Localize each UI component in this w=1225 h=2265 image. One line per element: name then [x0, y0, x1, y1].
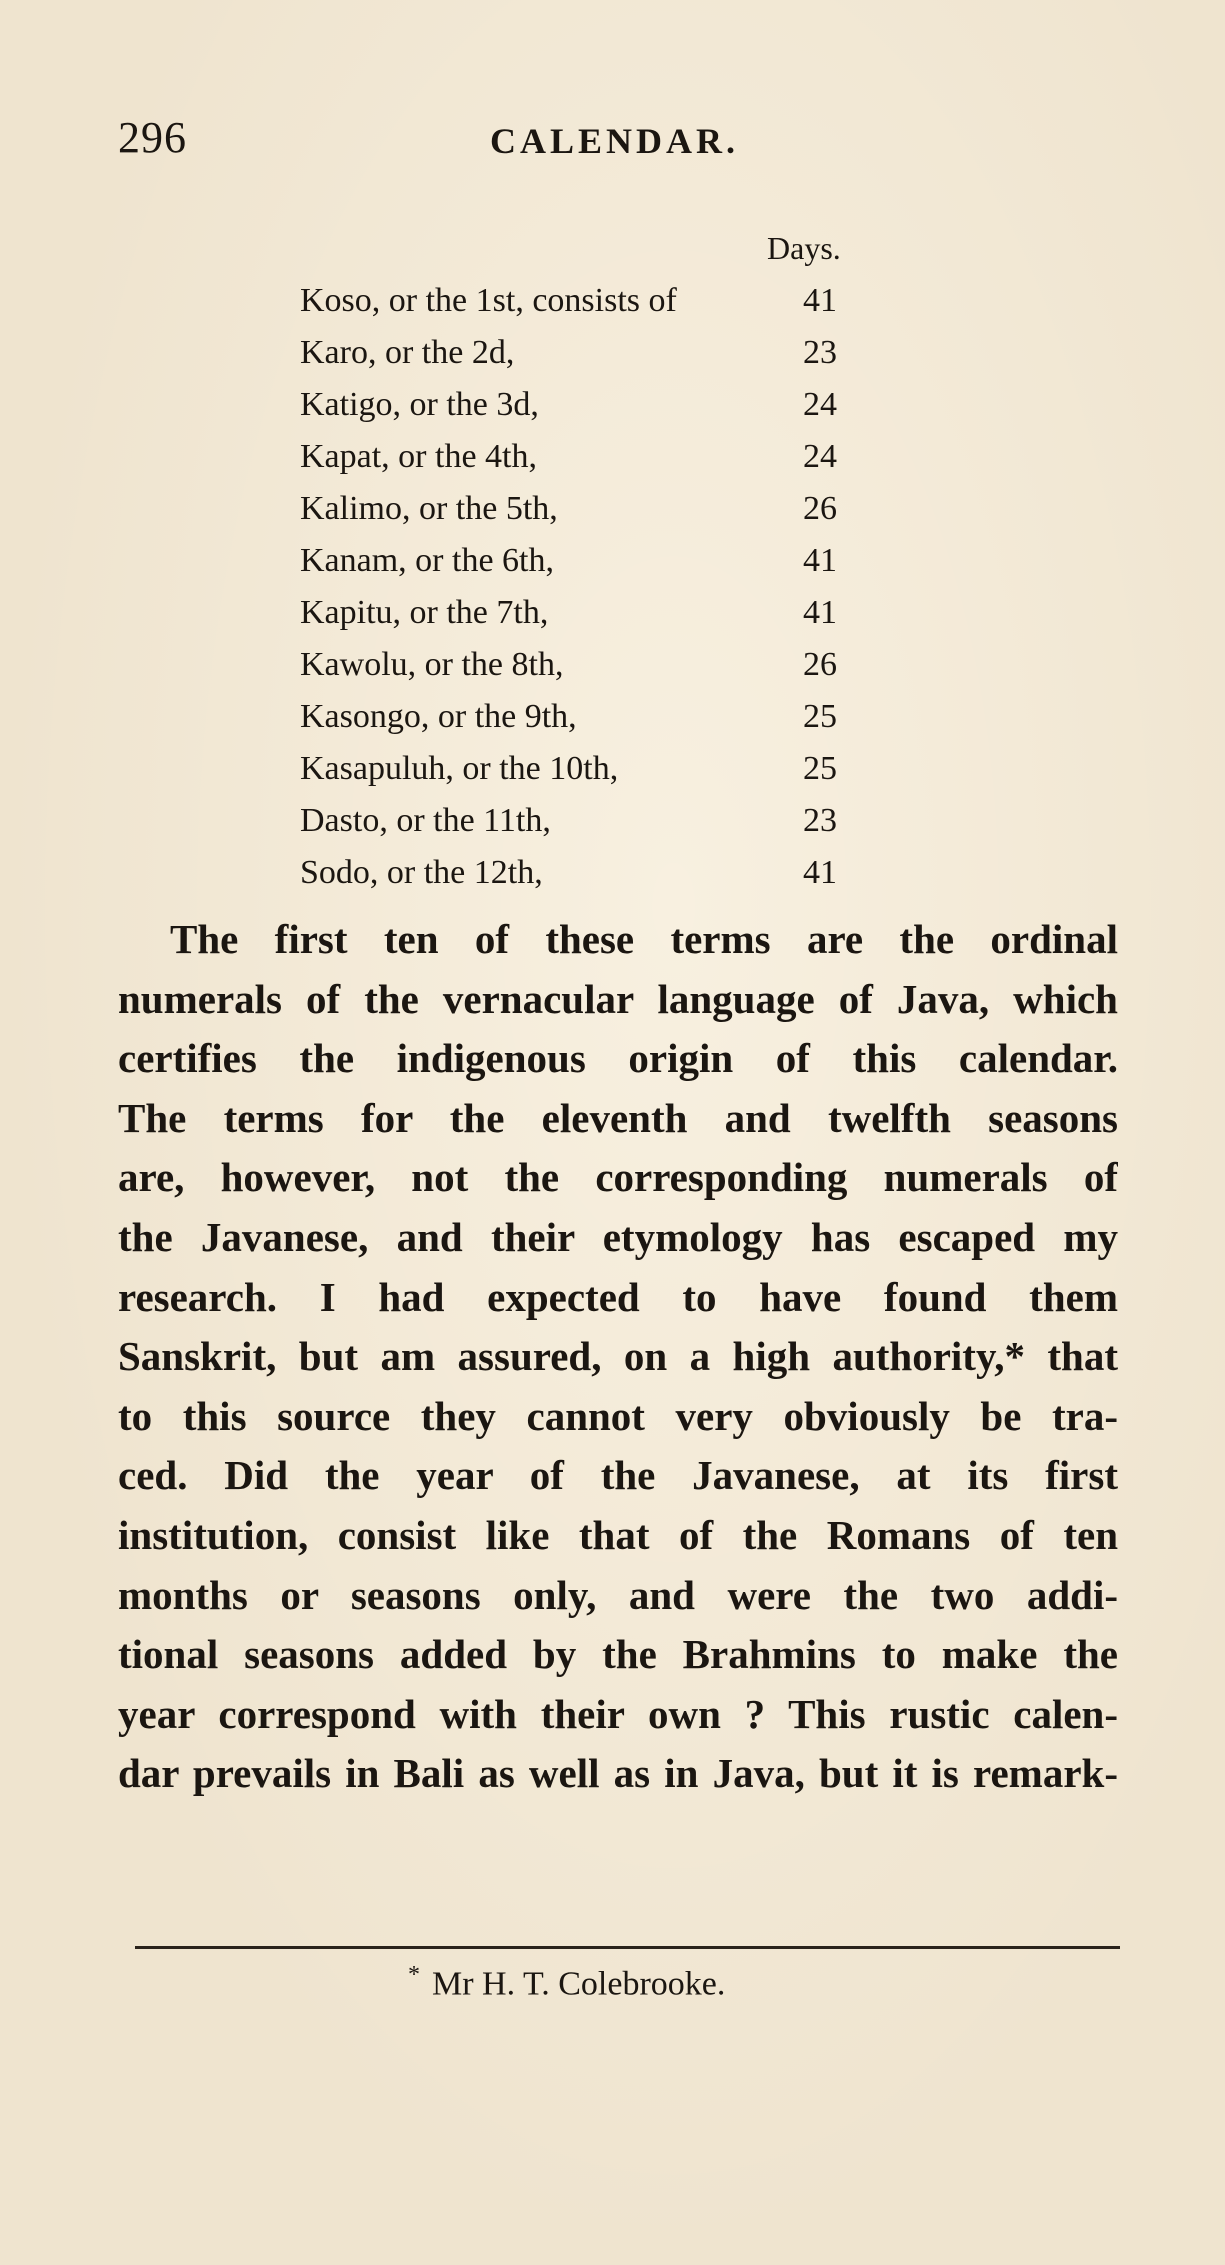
running-head: CALENDAR. [490, 121, 740, 161]
season-term: Kasongo, or the 9th, [300, 698, 577, 735]
season-days: 26 [803, 646, 837, 683]
days-column-heading: Days. [767, 230, 841, 266]
text-line: dar prevails in Bali as well as in Java, but it is remark- [118, 1750, 1118, 1797]
season-days: 41 [803, 542, 837, 579]
season-term: Dasto, or the 11th, [300, 802, 551, 839]
text-line: certifies the indigenous origin of this calendar. [118, 1035, 1118, 1082]
text-line: numerals of the vernacular language of Java, which [118, 975, 1118, 1022]
text-line: the Javanese, and their etymology has escaped my [118, 1213, 1118, 1260]
season-days: 24 [803, 438, 837, 475]
season-days: 25 [803, 750, 837, 787]
table-row [300, 386, 880, 436]
season-days: 23 [803, 802, 837, 839]
footnote-mark: * [408, 1962, 420, 1988]
season-term: Koso, or the 1st, consists of [300, 282, 677, 319]
season-days: 25 [803, 698, 837, 735]
table-row [300, 542, 880, 592]
season-term: Kapitu, or the 7th, [300, 594, 549, 631]
page-number: 296 [118, 113, 187, 162]
season-days: 24 [803, 386, 837, 423]
table-row [300, 854, 880, 904]
season-days: 41 [803, 854, 837, 891]
body-paragraph [118, 910, 1118, 1804]
table-row [300, 438, 880, 488]
season-term: Kawolu, or the 8th, [300, 646, 564, 683]
season-term: Kasapuluh, or the 10th, [300, 750, 619, 787]
season-term: Karo, or the 2d, [300, 334, 515, 371]
text-line: tional seasons added by the Brahmins to make the [118, 1631, 1118, 1678]
text-line: to this source they cannot very obviously be tra- [118, 1392, 1118, 1439]
season-days: 41 [803, 282, 837, 319]
footnote [408, 1962, 725, 2003]
season-days: 23 [803, 334, 837, 371]
season-term: Kanam, or the 6th, [300, 542, 554, 579]
table-row [300, 698, 880, 748]
text-line: Sanskrit, but am assured, on a high authority,* that [118, 1333, 1118, 1380]
table-row [300, 594, 880, 644]
page-header [118, 112, 1118, 172]
season-term: Kalimo, or the 5th, [300, 490, 558, 527]
text-line: year correspond with their own ? This rustic calen- [118, 1690, 1118, 1737]
season-term: Kapat, or the 4th, [300, 438, 537, 475]
footnote-rule [135, 1946, 1120, 1949]
season-days: 41 [803, 594, 837, 631]
season-term: Sodo, or the 12th, [300, 854, 543, 891]
text-line: institution, consist like that of the Romans of ten [118, 1511, 1118, 1558]
text-line: are, however, not the corresponding numerals of [118, 1154, 1118, 1201]
table-row [300, 282, 880, 332]
footnote-text: Mr H. T. Colebrooke. [432, 1965, 726, 2003]
table-row [300, 490, 880, 540]
text-line: ced. Did the year of the Javanese, at its first [118, 1452, 1118, 1499]
text-line: research. I had expected to have found them [118, 1273, 1118, 1320]
text-line: months or seasons only, and were the two addi- [118, 1571, 1118, 1618]
table-row [300, 646, 880, 696]
season-term: Katigo, or the 3d, [300, 386, 539, 423]
table-row [300, 334, 880, 384]
text-line: The terms for the eleventh and twelfth seasons [118, 1094, 1118, 1141]
table-row [300, 802, 880, 852]
season-days: 26 [803, 490, 837, 527]
table-row [300, 750, 880, 800]
text-line: The first ten of these terms are the ordinal [170, 916, 1118, 962]
